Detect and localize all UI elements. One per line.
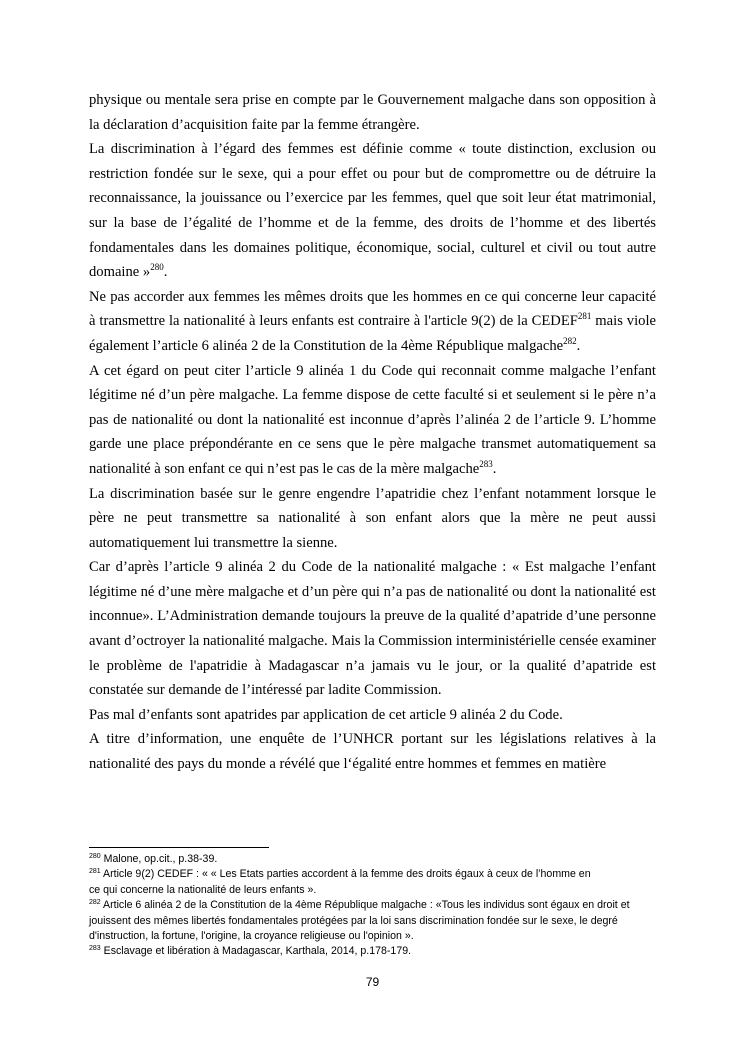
paragraph-6-text: Car d’après l’article 9 alinéa 2 du Code de la nationalité malgache : « Est malgache l’enfant légitime né d’une mère malgache et d’un père qui n’a pas de nationalité ou dont la nationalité est inconnue». L’Administration demande toujours la preuve de la qualité d’apatride d’une personne avant d’octroyer la nationalité malgache. Mais la Commission interministérielle censée examiner le problème de l'apatridie à Madagascar n’a jamais vu le jour, or la qualité d’apatride est constatée sur demande de l’intéressé par ladite Commission. — [89, 559, 656, 699]
paragraph-3 — [89, 285, 656, 359]
footnotes — [89, 852, 659, 960]
footnote-ref-280: 280 — [150, 262, 164, 273]
paragraph-1-text: physique ou mentale sera prise en compte par le Gouvernement malgache dans son opposition à la déclaration d’acquisition faite par la femme étrangère. — [89, 92, 656, 133]
footnote-text: Malone, op.cit., p.38-39. — [100, 853, 218, 865]
paragraph-2-text: La discrimination à l’égard des femmes est définie comme « toute distinction, exclusion ou restriction fondée sur le sexe, qui a pour effet ou pour but de compromettre ou de détruire la reconnaissance, la jouissance ou l’exercice par les femmes, quel que soit leur état matrimonial, sur la base de l’égalité de l’homme et de la femme, des droits de l’homme et des libertés fondamentales dans les domaines politique, économique, social, culturel et civil ou tout autre domaine » — [89, 141, 656, 281]
footnote-text: Article 9(2) CEDEF : « « Les Etats parties accordent à la femme des droits égaux à ceux de l’homme en — [100, 868, 591, 881]
paragraph-4-end: . — [492, 460, 497, 477]
footnote-separator — [89, 847, 269, 848]
footnote-number: 280 — [89, 853, 101, 860]
page-number: 79 — [365, 975, 380, 989]
paragraph-7 — [89, 703, 656, 728]
footnote-text: Article 6 alinéa 2 de la Constitution de la 4ème République malgache : «Tous les individus sont égaux en droit et jouissent des mêmes libertés fondamentales protégées par la loi sans discrimination fondée sur le sexe, le degré d'instruction, la fortune, l'origine, la croyance religieuse ou l'opinion ». — [89, 899, 630, 943]
paragraph-5 — [89, 482, 656, 556]
footnote-number: 282 — [89, 899, 101, 907]
paragraph-3-end: . — [576, 337, 581, 354]
footnote-281 — [89, 867, 659, 898]
footnote-number: 281 — [89, 868, 101, 876]
paragraph-1 — [89, 88, 656, 137]
paragraph-6 — [89, 555, 656, 703]
paragraph-7-text: Pas mal d’enfants sont apatrides par application de cet article 9 alinéa 2 du Code. — [89, 706, 563, 723]
footnote-280 — [89, 852, 659, 867]
paragraph-2-end: . — [163, 264, 168, 281]
footnote-ref-281: 281 — [577, 311, 592, 322]
paragraph-3-middle: mais viole également l’article 6 alinéa 2 de la Constitution de la 4ème République malgache — [89, 313, 656, 354]
paragraph-5-text: La discrimination basée sur le genre engendre l’apatridie chez l’enfant notamment lorsque le père ne peut transmettre sa nationalité à son enfant alors que la mère ne peut aussi automatiquement lui transmettre la sienne. — [89, 485, 656, 551]
footnote-number: 283 — [89, 945, 101, 953]
footnote-283 — [89, 944, 659, 959]
paragraph-8-text: A titre d’information, une enquête de l’UNHCR portant sur les législations relatives à la nationalité des pays du monde a révélé que l‘égalité entre hommes et femmes en matière — [89, 731, 656, 773]
body-text — [89, 88, 656, 777]
footnote-ref-282: 282 — [563, 335, 577, 346]
paragraph-3-text: Ne pas accorder aux femmes les mêmes droits que les hommes en ce qui concerne leur capacité à transmettre la nationalité à leurs enfants est contraire à l'article 9(2) de la CEDEF — [89, 288, 656, 330]
footnote-ref-283: 283 — [479, 458, 493, 469]
footnote-text-continued: ce qui concerne la nationalité de leurs enfants ». — [89, 883, 317, 896]
paragraph-2 — [89, 137, 656, 285]
footnote-text: Esclavage et libération à Madagascar, Karthala, 2014, p.178-179. — [100, 945, 412, 958]
footnote-282 — [89, 898, 659, 944]
paragraph-8 — [89, 727, 656, 776]
paragraph-4-text: A cet égard on peut citer l’article 9 alinéa 1 du Code qui reconnait comme malgache l’enfant légitime né d’un père malgache. La femme dispose de cette faculté si et seulement si le père n’a pas de nationalité ou dont la nationalité est inconnue d’après l’alinéa 2 de l’article 9. L’homme garde une place prépondérante en ce sens que le père malgache transmet automatiquement sa nationalité à son enfant ce qui n’est pas le cas de la mère malgache — [89, 362, 656, 477]
paragraph-4 — [89, 359, 656, 482]
